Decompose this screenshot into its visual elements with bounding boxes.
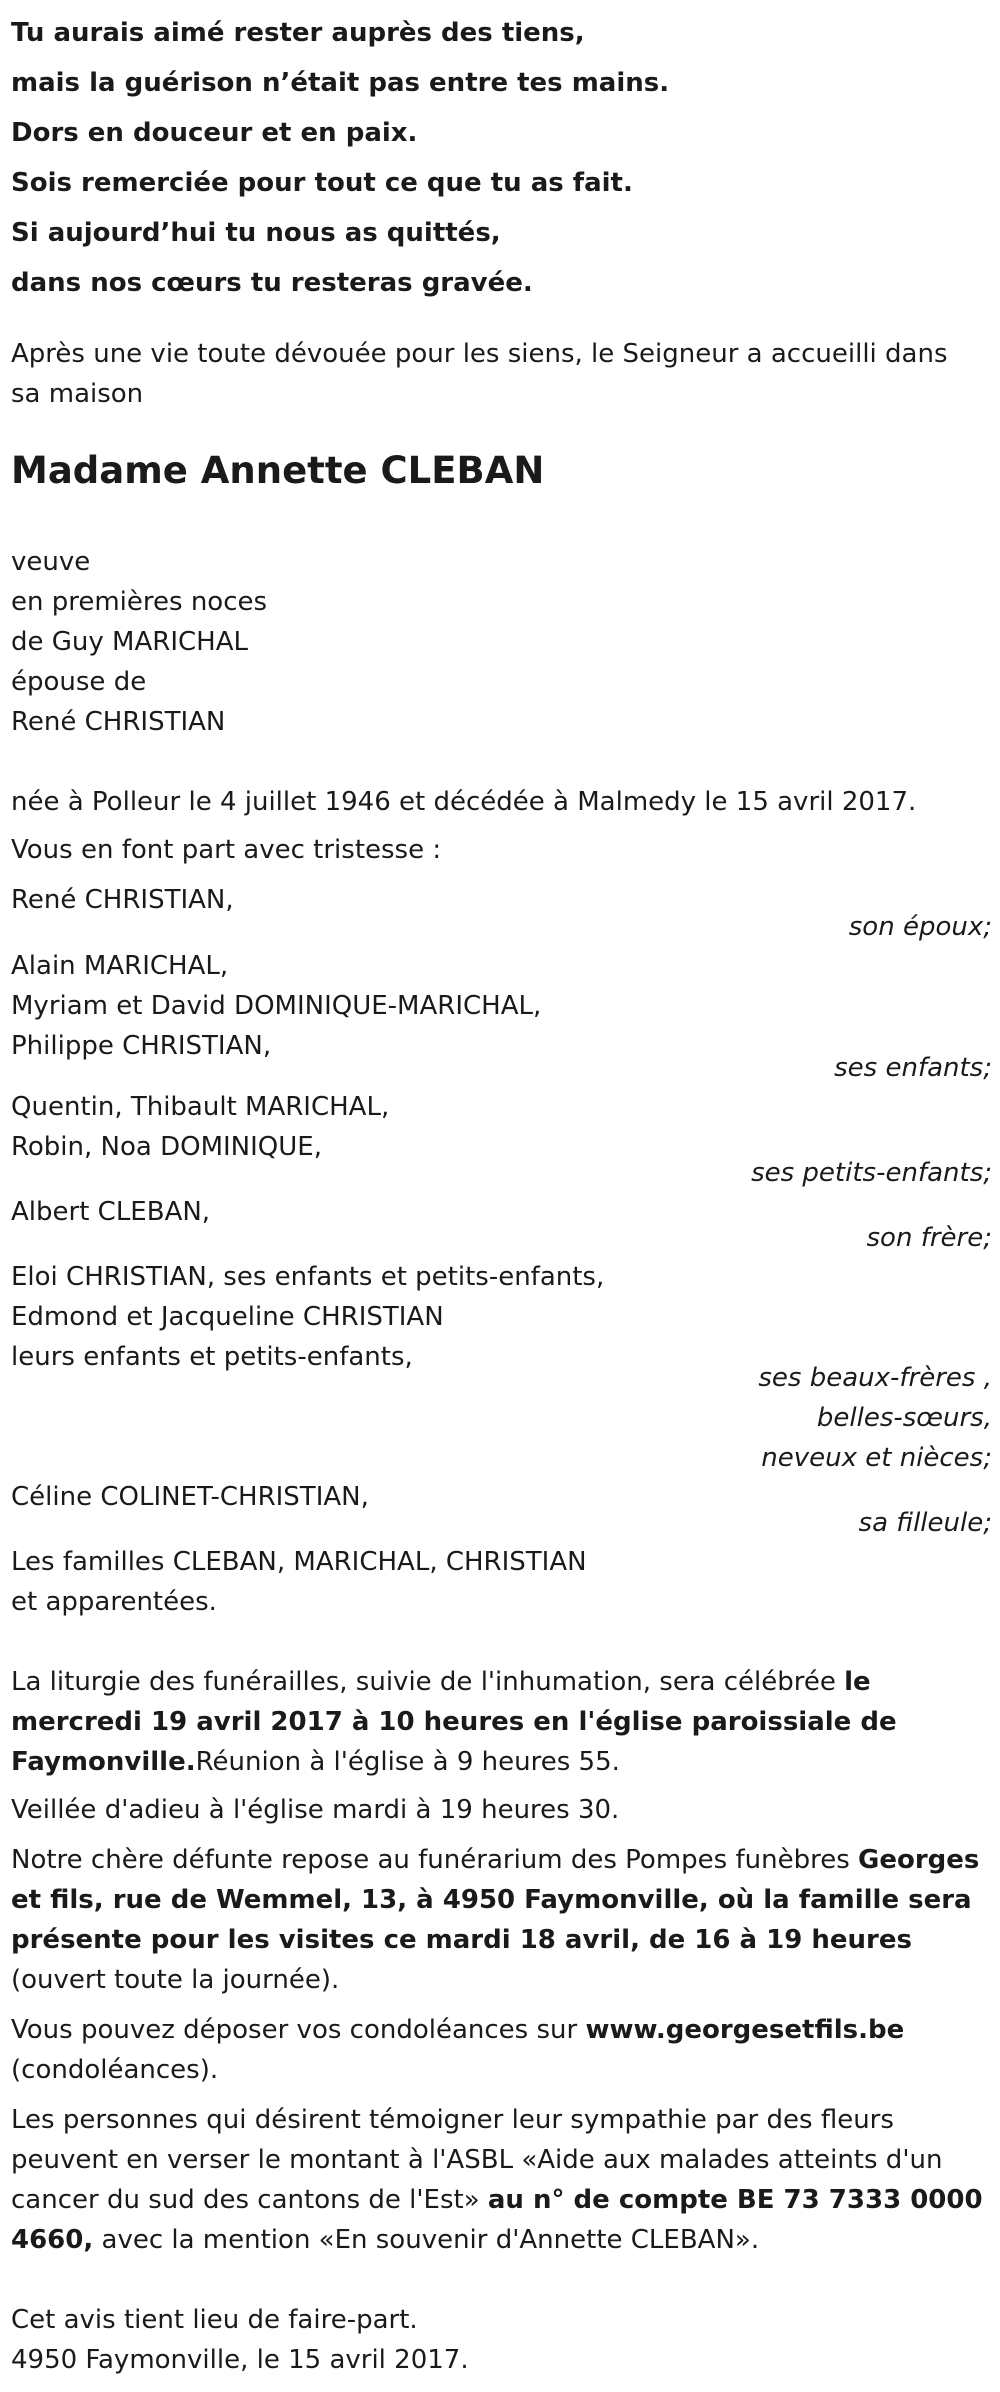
relation-label: belles-sœurs, [816,1403,992,1433]
condolences-text: Vous pouvez déposer vos condoléances sur [11,2015,586,2045]
funeral-info [11,1662,986,1782]
announce-text: Vous en font part avec tristesse : [11,835,442,865]
family-name: Les familles CLEBAN, MARICHAL, CHRISTIAN [11,1547,587,1577]
civil-status [11,542,267,742]
relation-label: ses petits-enfants; [751,1158,992,1188]
family-name: Robin, Noa DOMINIQUE, [11,1132,322,1162]
family-spouse [11,880,991,920]
civil-status-line: veuve [11,547,91,577]
family-goddaughter [11,1477,991,1517]
civil-status-line: de Guy MARICHAL [11,627,248,657]
funeral-meeting: Réunion à l'église à 9 heures 55. [195,1747,620,1777]
deceased-name: Madame Annette CLEBAN [11,449,545,492]
family-name: Edmond et Jacqueline CHRISTIAN [11,1302,444,1332]
poem-line: mais la guérison n’était pas entre tes mains. [11,68,670,98]
family-name: Philippe CHRISTIAN, [11,1031,272,1061]
family-brother [11,1192,991,1232]
civil-status-line: épouse de [11,667,147,697]
poem [11,8,669,308]
family-name: Myriam et David DOMINIQUE-MARICHAL, [11,991,542,1021]
condolences-link[interactable]: www.georgesetfils.be [585,2015,905,2045]
bank-account: au n° de compte BE 73 7333 0000 4660, [11,2185,983,2255]
closing [11,2300,986,2380]
relation-label: ses enfants; [834,1053,992,1083]
civil-status-line: en premières noces [11,587,268,617]
family-name: Eloi CHRISTIAN, ses enfants et petits-enfants, [11,1262,605,1292]
relation-label: son frère; [866,1223,992,1253]
family-name: et apparentées. [11,1587,217,1617]
family-name: Céline COLINET-CHRISTIAN, [11,1482,369,1512]
family-name: Alain MARICHAL, [11,951,229,981]
relation-label: ses beaux-frères , [758,1363,992,1393]
flowers-text: Les personnes qui désirent témoigner leur sympathie par des fleurs peuvent en verser le montant à l'ASBL «Aide aux malades atteints d'un cancer du sud des cantons de l'Est» [11,2105,943,2215]
funerarium-text: Notre chère défunte repose au funérarium des Pompes funèbres [11,1845,859,1875]
closing-line: Cet avis tient lieu de faire-part. [11,2305,418,2335]
funerarium-address: Georges et fils, rue de Wemmel, 13, à 4950 Faymonville, où la famille sera présente pour les visites ce mardi 18 avril, de 16 à 19 heures [11,1845,980,1955]
poem-line: Tu aurais aimé rester auprès des tiens, [11,18,585,48]
poem-line: dans nos cœurs tu resteras gravée. [11,268,533,298]
family-name: Quentin, Thibault MARICHAL, [11,1092,390,1122]
funeral-text: La liturgie des funérailles, suivie de l'inhumation, sera célébrée [11,1667,845,1697]
poem-line: Si aujourd’hui tu nous as quittés, [11,218,501,248]
funerarium-hours: (ouvert toute la journée). [11,1965,340,1995]
relation-label: son époux; [848,912,992,942]
funerarium-info [11,1840,986,2000]
vigil-info: Veillée d'adieu à l'église mardi à 19 heures 30. [11,1795,620,1825]
funeral-date-place: le mercredi 19 avril 2017 à 10 heures en l'église paroissiale de Faymonville. [11,1667,897,1777]
flowers-info [11,2100,986,2260]
relation-label: sa filleule; [858,1508,992,1538]
condolences-info [11,2010,986,2090]
poem-line: Dors en douceur et en paix. [11,118,418,148]
family-name: leurs enfants et petits-enfants, [11,1342,413,1372]
condolences-suffix: (condoléances). [11,2055,219,2085]
family-others [11,1542,991,1622]
relation-label: neveux et nièces; [761,1443,992,1473]
birth-death: née à Polleur le 4 juillet 1946 et décédée à Malmedy le 15 avril 2017. [11,787,917,817]
intro-text: Après une vie toute dévouée pour les siens, le Seigneur a accueilli dans sa maison [11,339,948,409]
poem-line: Sois remerciée pour tout ce que tu as fait. [11,168,633,198]
closing-line: 4950 Faymonville, le 15 avril 2017. [11,2345,469,2375]
civil-status-line: René CHRISTIAN [11,707,226,737]
family-name: René CHRISTIAN, [11,885,234,915]
flowers-mention: avec la mention «En souvenir d'Annette CLEBAN». [93,2225,760,2255]
family-name: Albert CLEBAN, [11,1197,211,1227]
